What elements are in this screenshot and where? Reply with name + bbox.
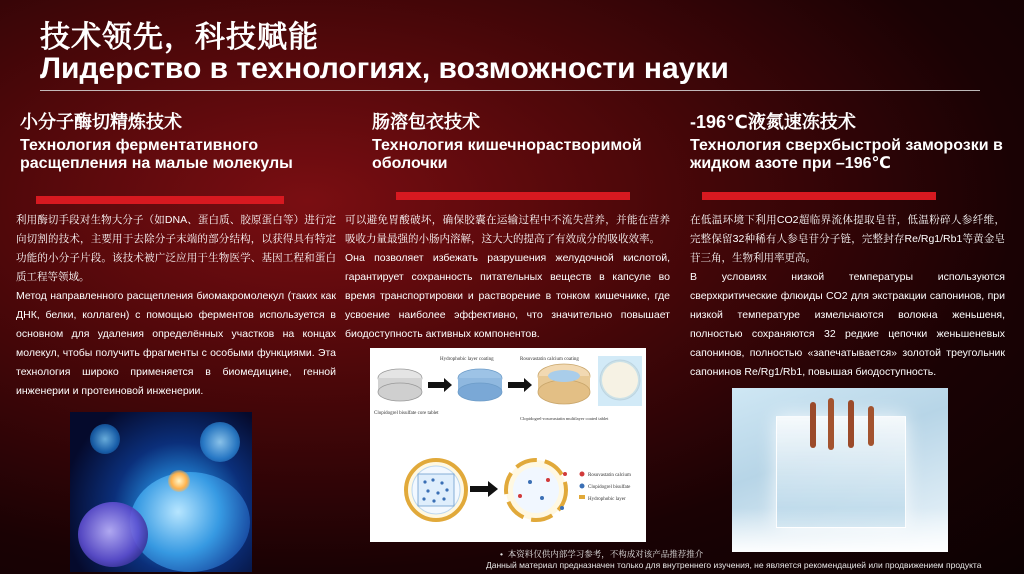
cell-illustration-image <box>70 412 252 572</box>
page-title-ru: Лидерство в технологиях, возможности науки <box>40 52 729 85</box>
column-3-paragraph-cn: 在低温环境下利用CO2超临界流体提取皂苷，低温粉碎人参纤维，完整保留32种稀有人参皂苷分子链，完整封存Re/Rg1/Rb1等黄金皂苷三角，生物利用率更高。 <box>690 214 1005 264</box>
light-flare <box>168 470 190 492</box>
column-2-body <box>345 211 670 344</box>
disclaimer-line-ru: Данный материал предназначен только для внутреннего изучения, не является рекомендацией или продвижением продукта <box>486 560 982 570</box>
legend-item-1: Rosuvastatin calcium <box>588 473 631 478</box>
tablet-photo <box>602 362 638 398</box>
column-3-title-cn: -196℃液氮速冻技术 <box>690 112 856 132</box>
legend-swatch-blue <box>580 484 585 489</box>
disclaimer-line-cn: • 本资料仅供内部学习参考，不构成对该产品推荐推介 <box>500 549 704 559</box>
label-core: Clopidogrel bisulfate core tablet <box>374 411 439 416</box>
capsule-cross-section <box>406 460 466 520</box>
legend-item-2: Clopidogrel bisulfate <box>588 485 631 490</box>
page-title-cn: 技术领先，科技赋能 <box>40 21 319 54</box>
column-2-title-ru: Технология кишечнорастворимой оболочки <box>372 136 642 173</box>
column-2-heading <box>372 112 682 173</box>
core-tablet <box>378 369 422 401</box>
column-1-paragraph-cn: 利用酶切手段对生物大分子（如DNA、蛋白质、胶原蛋白等）进行定向切割的技术，主要用于去除分子末端的部分结构，以获得具有特定功能的小分子片段。该技术被广泛应用于生物医学、基因工程和蛋白质工程等领域。 <box>16 214 336 283</box>
column-3-paragraph-ru: В условиях низкой температуры используются сверхкритические флюиды CO2 для экстракции сапонинов, при низкой температуре измельчаются волокна женьшеня, полностью сохраняются 32 редкие цепочки женьшеневых сапонинов, полностью «запечатывается» золотой треугольник сапонинов Re/Rg1/Rb1, повышая биодоступность. <box>690 271 1005 378</box>
column-1-paragraph-ru: Метод направленного расщепления биомакромолекул (таких как ДНК, белки, коллаген) с помощью ферментов используется в основном для удаления определённых участков на концах молекул, чтобы получить фрагменты с особыми функциями. Эта технология широко применяется в биомедицине, генной инженерии и протеиновой инженерии. <box>16 290 336 397</box>
coating-diagram-image <box>370 348 646 542</box>
ginseng-root <box>810 402 816 448</box>
arrow-icon <box>470 481 498 497</box>
cell-blob <box>200 422 240 462</box>
column-3-heading <box>690 112 1010 173</box>
column-1-heading <box>20 112 360 173</box>
cell-blob <box>90 424 120 454</box>
column-3-title-ru: Технология сверхбыстрой заморозки в жидком азоте при –196℃ <box>690 136 1003 173</box>
label-hydrophobic: Hydrophobic layer coating <box>440 357 494 362</box>
frozen-ginseng-image <box>732 388 948 552</box>
column-1-body <box>16 211 336 401</box>
column-2-accent-bar <box>396 192 630 200</box>
ginseng-root <box>868 406 874 446</box>
legend-item-3: Hydrophobic layer <box>588 497 626 502</box>
disclaimer <box>470 548 1000 570</box>
arrow-icon <box>428 378 452 392</box>
column-3-accent-bar <box>702 192 936 200</box>
frost-mist <box>732 508 948 552</box>
ginseng-root <box>848 400 854 448</box>
multilayer-tablet <box>538 364 590 404</box>
cell-blob <box>130 472 250 572</box>
disclaimer-cn-text: 本资料仅供内部学习参考，不构成对该产品推荐推介 <box>507 549 704 559</box>
hydrophobic-coated-tablet <box>458 369 502 401</box>
column-1-title-ru: Технология ферментативного расщепления на малые молекулы <box>20 136 293 173</box>
column-1-accent-bar <box>36 196 284 204</box>
dissolving-capsule <box>506 460 566 520</box>
column-2-title-cn: 肠溶包衣技术 <box>372 112 480 132</box>
coating-diagram <box>370 348 646 542</box>
column-3-body <box>690 211 1005 382</box>
label-rosuvastatin: Rosuvastatin calcium coating <box>520 357 579 362</box>
column-2-paragraph-cn: 可以避免胃酸破坏，确保胶囊在运输过程中不流失营养，并能在营养吸收力量最强的小肠内溶解，这大大的提高了有效成分的吸收效率。 <box>345 214 670 245</box>
arrow-icon <box>508 378 532 392</box>
column-2-paragraph-ru: Она позволяет избежать разрушения желудочной кислотой, гарантирует сохранность питательных веществ в капсуле во время транспортировки и растворение в тонком кишечнике, где усвоение наиболее эффективно, что значительно повышает биодоступность активных компонентов. <box>345 252 670 340</box>
cell-blob <box>78 502 148 567</box>
ginseng-root <box>828 398 834 450</box>
legend-swatch-red <box>580 472 585 477</box>
legend-swatch-layer <box>579 495 585 499</box>
title-divider <box>40 90 980 91</box>
label-result: Clopidogrel-rosuvastatin multilayer coated tablet <box>520 416 609 421</box>
column-1-title-cn: 小分子酶切精炼技术 <box>20 112 182 132</box>
